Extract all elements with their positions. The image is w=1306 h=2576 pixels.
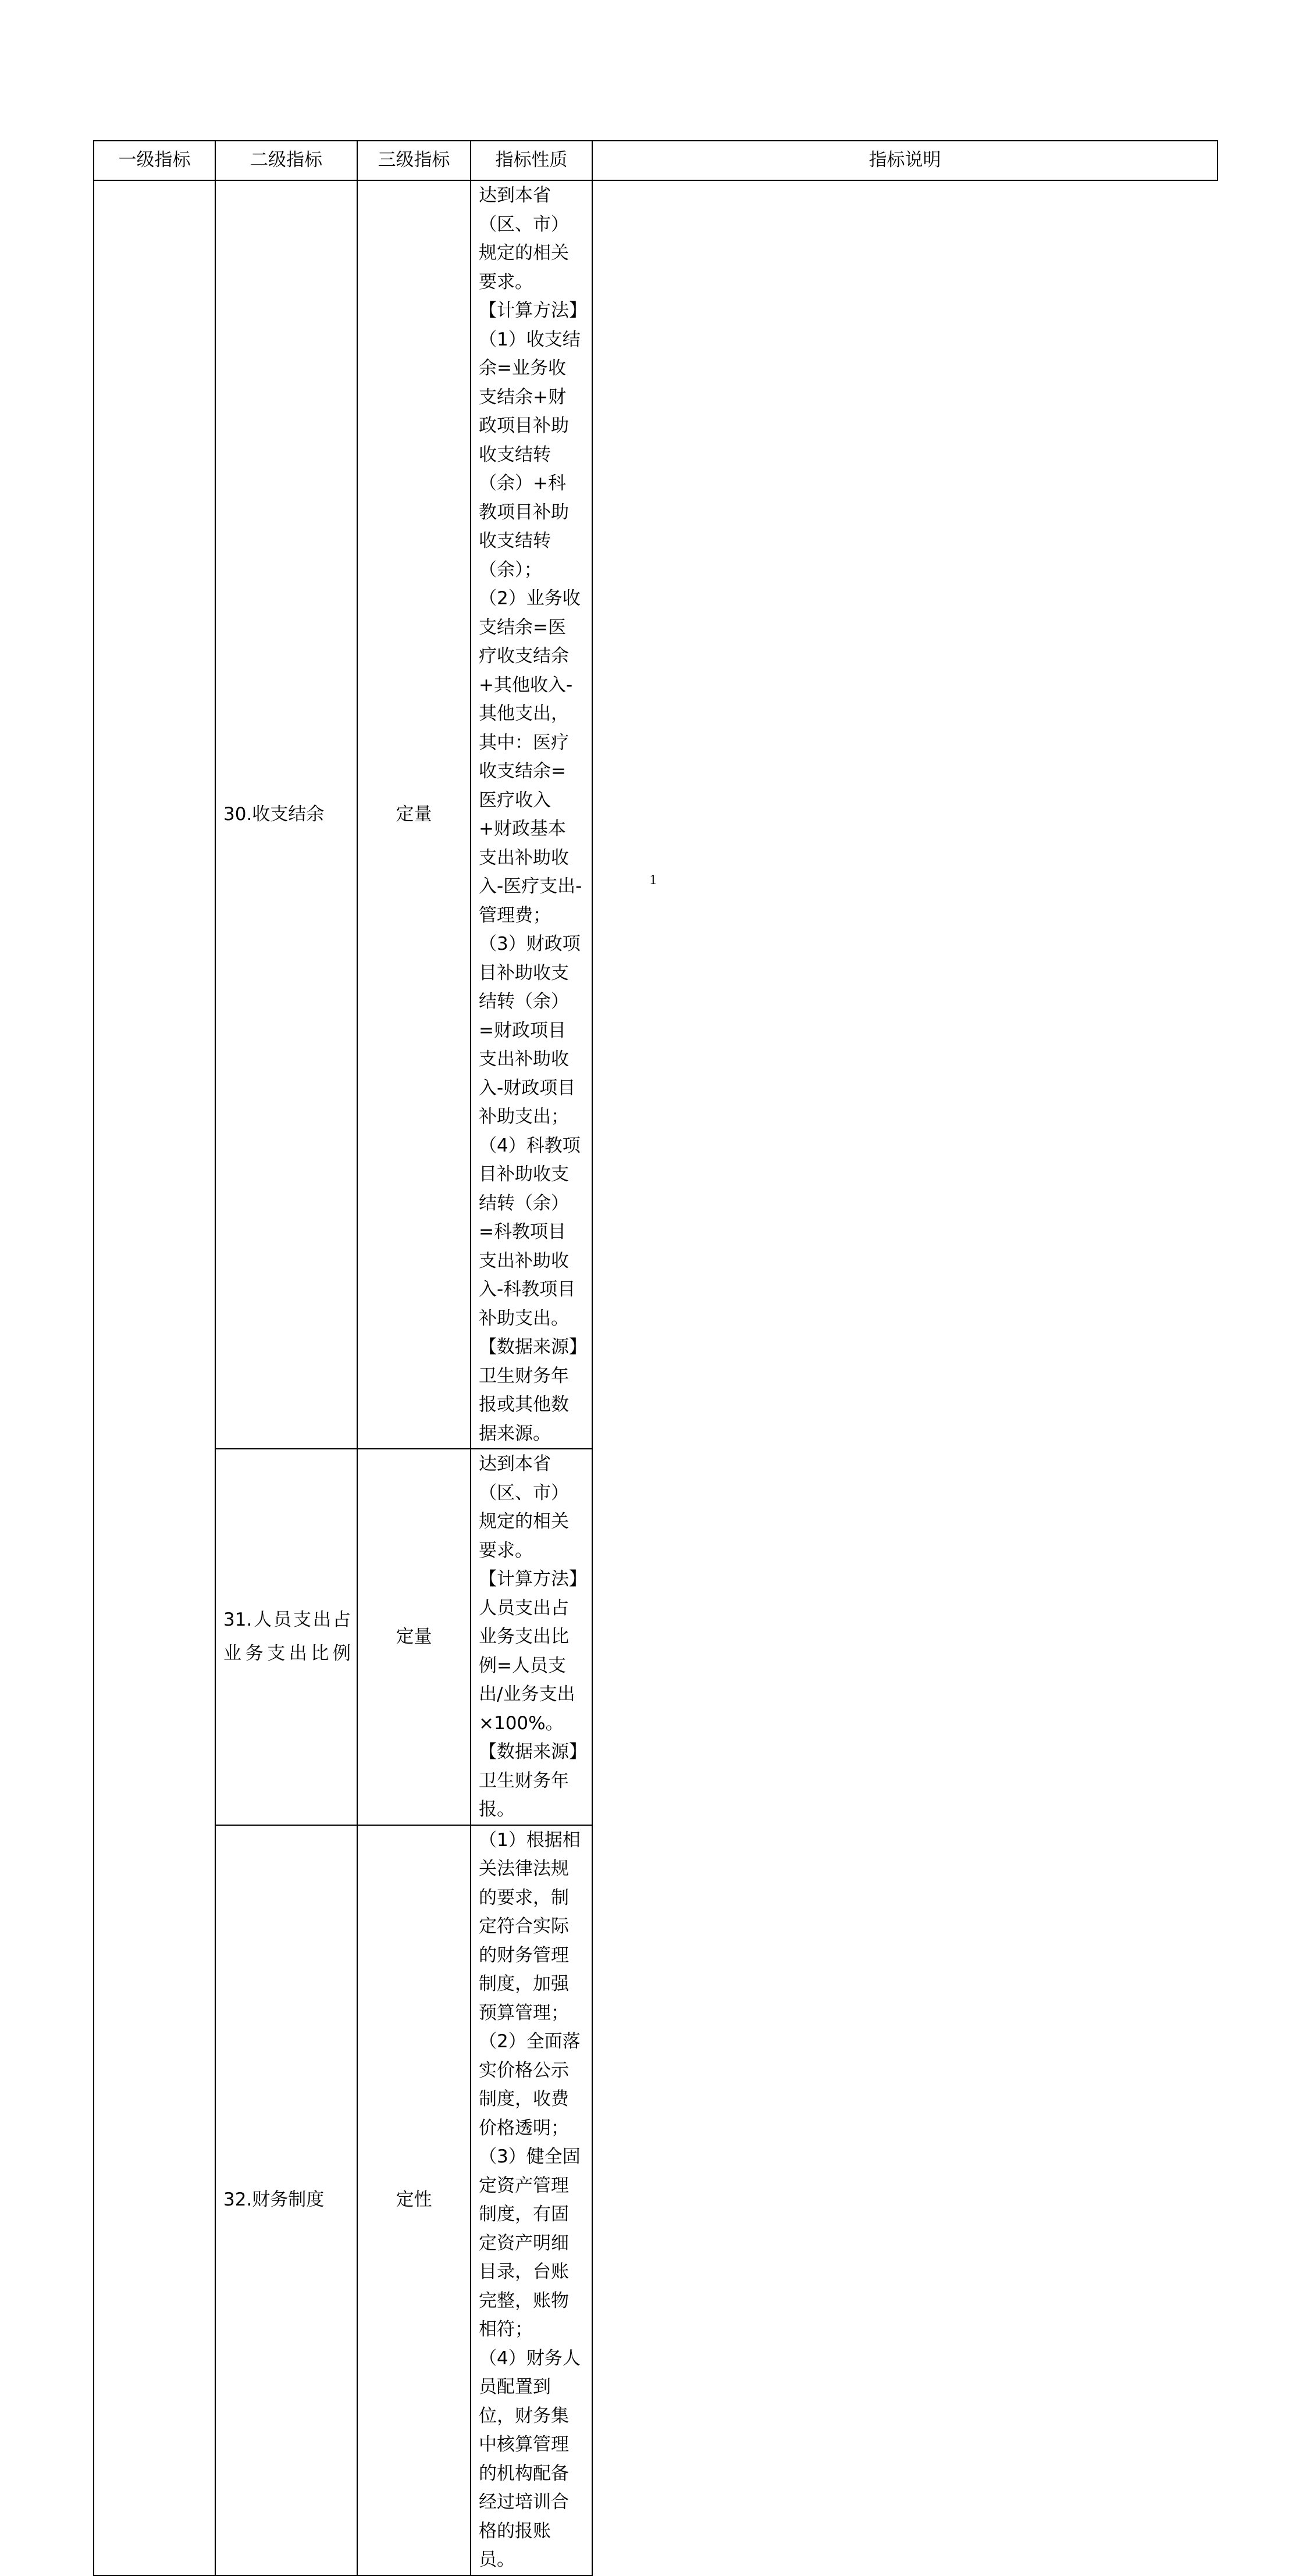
description-cell	[471, 1825, 592, 2575]
description-line: 【数据来源】卫生财务年报或其他数据来源。	[479, 1337, 578, 1444]
level3-cell: 30.收支结余	[215, 180, 357, 1449]
nature-cell: 定性	[357, 1825, 471, 2575]
header-level3: 三级指标	[357, 141, 471, 180]
header-level1: 一级指标	[94, 141, 215, 180]
header-description: 指标说明	[592, 141, 1218, 180]
table-row	[94, 1449, 1218, 1825]
description-line: （3）财政项目补助收支结转（余）=财政项目支出补助收入-财政项目补助支出；	[479, 934, 581, 1127]
description-line: （2）全面落实价格公示制度，收费价格透明；	[479, 2031, 581, 2139]
description-line: （4）科教项目补助收支结转（余）=科教项目支出补助收入-科教项目补助支出。	[479, 1135, 581, 1329]
description-line: 【计算方法】	[479, 1569, 587, 1590]
nature-cell: 定量	[357, 180, 471, 1449]
header-nature: 指标性质	[471, 141, 592, 180]
description-line: （4）财务人员配置到位，财务集中核算管理的机构配备经过培训合格的报账员。	[479, 2347, 581, 2570]
level3-cell: 31.人员支出占业务支出比例	[215, 1449, 357, 1825]
table-row	[94, 1825, 1218, 2575]
description-line: 【计算方法】	[479, 300, 587, 321]
indicator-table	[93, 140, 1218, 2576]
description-line: （3）健全固定资产管理制度，有固定资产明细目录，台账完整，账物相符；	[479, 2146, 581, 2340]
table-row	[94, 180, 1218, 1449]
level3-cell: 32.财务制度	[215, 1825, 357, 2575]
level1-cell	[94, 180, 215, 2575]
nature-cell: 定量	[357, 1449, 471, 1825]
description-line: 人员支出占业务支出比例=人员支出/业务支出×100%。	[479, 1597, 575, 1734]
page-number: 1	[649, 872, 657, 888]
description-line: （2）业务收支结余=医疗收支结余+其他收入-其他支出，其中：医疗收支结余=医疗收入+财政基本支出补助收入-医疗支出-管理费；	[479, 588, 582, 926]
header-row	[94, 141, 1218, 180]
description-line: 达到本省（区、市）规定的相关要求。	[479, 1453, 569, 1561]
description-line: 【数据来源】卫生财务年报。	[479, 1741, 578, 1820]
description-cell	[471, 1449, 592, 1825]
description-line: （1）收支结余=业务收支结余+财政项目补助收支结转（余）+科教项目补助收支结转（余）；	[479, 329, 581, 580]
description-cell	[471, 180, 592, 1449]
header-level2: 二级指标	[215, 141, 357, 180]
description-line: （1）根据相关法律法规的要求，制定符合实际的财务管理制度，加强预算管理；	[479, 1829, 581, 2023]
description-line: 达到本省（区、市）规定的相关要求。	[479, 185, 569, 293]
